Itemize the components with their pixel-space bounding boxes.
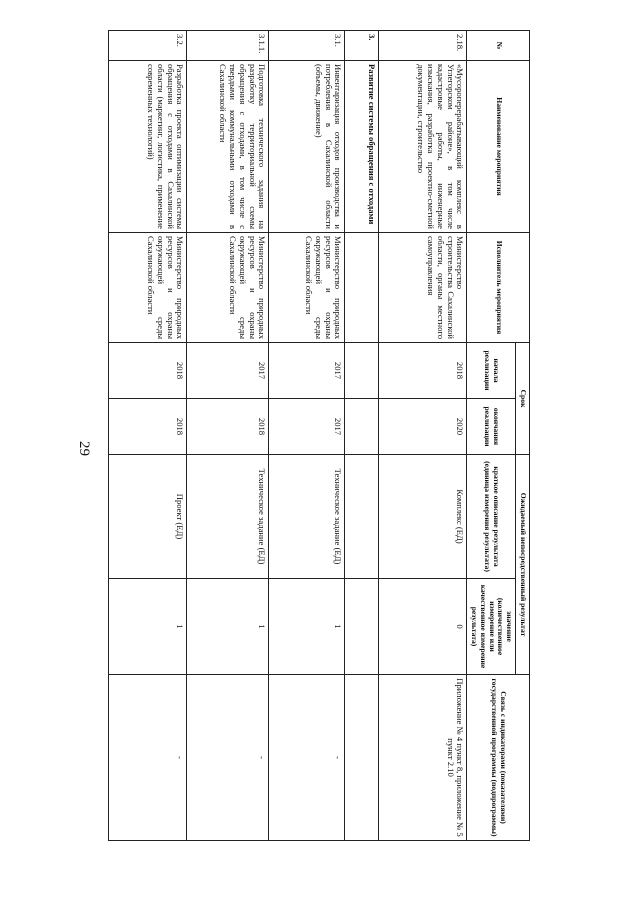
header-term: Срок (516, 343, 530, 455)
row-name: Развитие системы обращения с отходами (345, 61, 379, 233)
row-name: Инвентаризация отходов производства и потребления в Сахалинской области (объемы, движение) (269, 61, 345, 233)
row-end (345, 399, 379, 455)
row-desc (345, 455, 379, 579)
row-executor: Министерство природных ресурсов и охраны окружающей среды Сахалинской области (269, 233, 345, 343)
measures-table-container (110, 30, 530, 840)
row-value (345, 579, 379, 675)
header-name: Наименование мероприятия (467, 61, 530, 233)
row-executor (345, 233, 379, 343)
row-executor: Министерство природных ресурсов и охраны окружающей среды Сахалинской области (187, 233, 269, 343)
table-row (269, 31, 345, 841)
header-expected: Ожидаемый непосредственный результат (516, 455, 530, 675)
header-short-desc: краткое описание результата (единица измерения результата) (467, 455, 516, 579)
table-row (379, 31, 467, 841)
table-row (345, 31, 379, 841)
row-value: 1 (269, 579, 345, 675)
row-name: Разработка проекта оптимизации системы обращения с отходами в Сахалинской области (маркетинг, логистика, применение современных технологий) (109, 61, 187, 233)
row-num: 2.18. (379, 31, 467, 61)
row-end: 2018 (109, 399, 187, 455)
row-num: 3.1. (269, 31, 345, 61)
row-value: 1 (187, 579, 269, 675)
row-name: Подготовка технического задания на разработку территориальной схемы обращения с отходами, в том числе с твердыми коммунальными отходами в Сахалинской области (187, 61, 269, 233)
measures-table (108, 30, 530, 841)
row-start: 2018 (379, 343, 467, 399)
header-end: окончания реализации (467, 399, 516, 455)
row-executor: Министерство природных ресурсов и охраны окружающей среды Сахалинской области (109, 233, 187, 343)
row-start: 2018 (109, 343, 187, 399)
header-executor: Исполнитель мероприятия (467, 233, 530, 343)
row-value: 1 (109, 579, 187, 675)
row-num: 3.2. (109, 31, 187, 61)
row-start (345, 343, 379, 399)
row-link: - (187, 675, 269, 841)
row-link (345, 675, 379, 841)
header-value: значение (количественное измерение или качественное измерение результата) (467, 579, 516, 675)
row-executor: Министерство строительства Сахалинской области, органы местного самоуправления (379, 233, 467, 343)
table-row (187, 31, 269, 841)
header-link: Связь с индикаторами (показателями) государственной программы (подпрограммы) (467, 675, 530, 841)
row-link: Приложение № 4 пункт 8, приложение № 5 пункт 2.10 (379, 675, 467, 841)
row-start: 2017 (269, 343, 345, 399)
page-number: 29 (76, 441, 92, 456)
row-value: 0 (379, 579, 467, 675)
row-num: 3.1.1. (187, 31, 269, 61)
header-num: № (467, 31, 530, 61)
row-link: - (269, 675, 345, 841)
header-start: начала реализации (467, 343, 516, 399)
row-desc: Проект (ЕД) (109, 455, 187, 579)
row-name: «Мусороперерабатывающий комплекс в Углегорском районе», в том числе кадастровые работы, инженерные изыскания, разработка проектно-сметной документации, строительство (379, 61, 467, 233)
row-end: 2017 (269, 399, 345, 455)
row-desc: Техническое задание (ЕД) (187, 455, 269, 579)
row-desc: Комплекс (ЕД) (379, 455, 467, 579)
row-start: 2017 (187, 343, 269, 399)
table-row (109, 31, 187, 841)
row-end: 2020 (379, 399, 467, 455)
row-link: - (109, 675, 187, 841)
row-end: 2018 (187, 399, 269, 455)
row-num: 3. (345, 31, 379, 61)
row-desc: Техническое задание (ЕД) (269, 455, 345, 579)
